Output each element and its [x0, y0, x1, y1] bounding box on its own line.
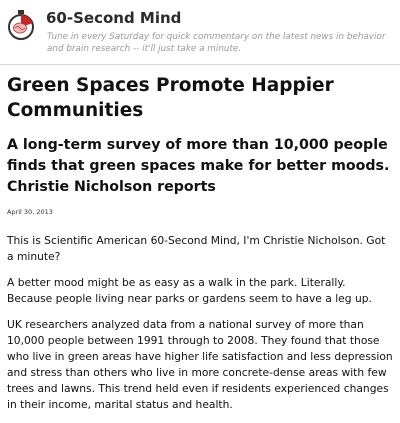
show-tagline: Tune in every Saturday for quick commentary on the latest news in behavior and brain research -- it'll just take a minute. — [47, 32, 386, 54]
article-headline: Green Spaces Promote Happier Communities — [7, 75, 334, 121]
article-date: April 30, 2013 — [7, 208, 53, 216]
body-paragraph: UK researchers analyzed data from a national survey of more than 10,000 people between 1991 through to 2008. They found that those who live in green areas have higher life satisfaction and less depression and stress than others who live in more concrete-dense areas with few trees and lawns. This trend held even if residents experienced changes in their income, marital status and health. — [7, 318, 393, 411]
site-header — [0, 0, 400, 65]
stopwatch-brain-icon[interactable] — [6, 10, 36, 40]
show-title[interactable]: 60-Second Mind — [46, 9, 182, 27]
article — [7, 73, 393, 423]
body-paragraph: This is Scientific American 60-Second Mind, I'm Christie Nicholson. Got a minute? — [7, 234, 386, 263]
body-paragraph: A better mood might be as easy as a walk in the park. Literally. Because people living near parks or gardens seem to have a leg up. — [7, 276, 372, 305]
article-subhead: A long-term survey of more than 10,000 people finds that green spaces make for better moods. Christie Nicholson reports — [7, 137, 390, 195]
article-body — [7, 233, 393, 413]
